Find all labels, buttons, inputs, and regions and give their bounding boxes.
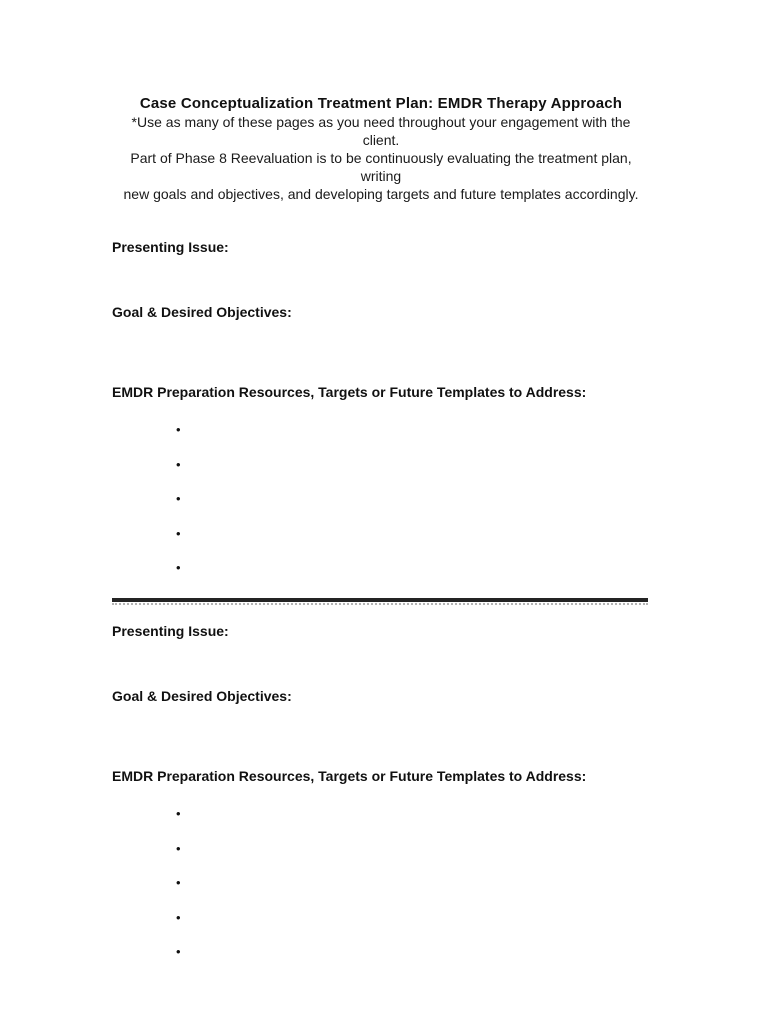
treatment-plan-section-1 [112,240,650,575]
bullet-item [176,841,650,856]
goals-objectives-label: Goal & Desired Objectives: [112,688,292,704]
bullet-icon: • [176,840,181,856]
bullet-icon: • [176,560,181,575]
bullet-item [176,560,650,575]
bullet-item [176,422,650,437]
bullet-icon: • [176,944,181,959]
document-title: Case Conceptualization Treatment Plan: EMDR Therapy Approach [139,95,623,112]
bullet-icon: • [176,909,181,925]
bullet-icon: • [176,875,181,890]
presenting-issue-label: Presenting Issue: [112,239,229,255]
bullet-item [176,491,650,506]
bullet-icon: • [176,422,181,437]
treatment-plan-section-2 [112,624,650,959]
bullet-item [176,875,650,890]
document-subtitle-line-3: new goals and objectives, and developing targets and future templates accordingly. [123,186,639,202]
bullet-icon: • [176,456,181,472]
bullet-item [176,526,650,541]
emdr-resources-bullet-list [112,422,650,575]
bullet-icon: • [176,806,181,821]
emdr-resources-label: EMDR Preparation Resources, Targets or Future Templates to Address: [112,384,587,400]
presenting-issue-label: Presenting Issue: [112,623,229,639]
bullet-icon: • [176,525,181,541]
emdr-resources-bullet-list [112,806,650,959]
section-divider [112,598,648,605]
document-subtitle-line-2: Part of Phase 8 Reevaluation is to be continuously evaluating the treatment plan, writing [130,150,632,184]
document-subtitle-line-1: *Use as many of these pages as you need throughout your engagement with the client. [131,114,631,148]
document-content [112,0,650,959]
bullet-item [176,457,650,472]
bullet-icon: • [176,491,181,506]
bullet-item [176,944,650,959]
emdr-resources-label: EMDR Preparation Resources, Targets or Future Templates to Address: [112,768,587,784]
goals-objectives-label: Goal & Desired Objectives: [112,304,292,320]
bullet-item [176,910,650,925]
bullet-item [176,806,650,821]
